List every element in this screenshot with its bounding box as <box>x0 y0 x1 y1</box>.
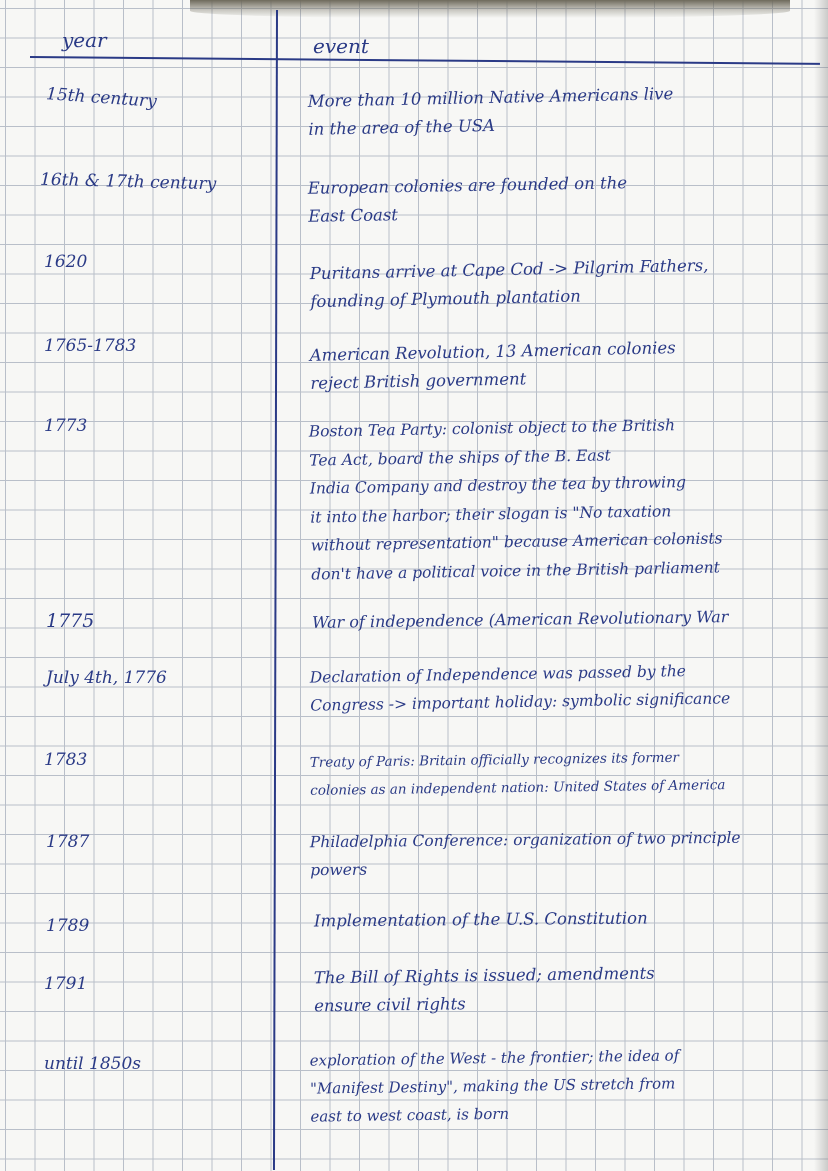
event-line: India Company and destroy the tea by throwing <box>309 473 687 498</box>
row-event <box>309 410 724 588</box>
row-year: 15th century <box>45 84 158 112</box>
event-line: American Revolution, 13 American colonies <box>309 338 676 365</box>
row-event <box>309 334 676 398</box>
event-line: it into the harbor; their slogan is "No taxation <box>310 501 672 527</box>
event-line: exploration of the West - the frontier; the idea of <box>309 1046 680 1070</box>
event-line: east to west coast, is born <box>310 1104 510 1126</box>
event-line: "Manifest Destiny", making the US stretch from <box>309 1074 676 1098</box>
event-line: in the area of the USA <box>308 115 496 139</box>
row-year: 1765-1783 <box>44 336 137 356</box>
row-event <box>310 824 741 885</box>
row-year: July 4th, 1776 <box>46 668 167 688</box>
row-event <box>309 1041 680 1130</box>
row-year: 1775 <box>46 610 95 632</box>
row-event <box>307 80 674 144</box>
event-line: Implementation of the U.S. Constitution <box>313 908 648 931</box>
event-line: powers <box>310 860 368 880</box>
event-line: The Bill of Rights is issued; amendments <box>313 963 655 988</box>
event-line: War of independence (American Revolutionary War <box>311 607 729 632</box>
event-line: ensure civil rights <box>314 994 466 1016</box>
event-line: Congress -> important holiday: symbolic significance <box>310 689 731 715</box>
row-event <box>310 656 731 719</box>
column-divider-line <box>273 10 278 1170</box>
event-line: don't have a political voice in the British parliament <box>311 557 721 584</box>
event-line: East Coast <box>308 205 399 226</box>
row-year: 1791 <box>44 974 88 994</box>
row-year: 16th & 17th century <box>39 169 217 195</box>
row-event <box>310 743 726 805</box>
event-line: Tea Act, board the ships of the B. East <box>309 445 611 470</box>
row-event <box>314 960 656 1021</box>
row-year: 1620 <box>44 252 88 272</box>
row-year: 1787 <box>46 832 90 852</box>
row-year: until 1850s <box>44 1054 141 1074</box>
year-column-header: year <box>62 28 107 52</box>
event-line: colonies as an independent nation: United States of America <box>310 777 726 799</box>
event-column-header: event <box>313 34 369 58</box>
row-event <box>312 603 729 637</box>
event-line: Declaration of Independence was passed by the <box>309 662 687 687</box>
row-event <box>309 252 709 316</box>
event-line: More than 10 million Native Americans live <box>307 84 674 111</box>
row-event <box>308 169 628 231</box>
row-year: 1789 <box>46 916 90 936</box>
row-event <box>314 905 648 936</box>
event-line: European colonies are founded on the <box>307 173 628 198</box>
row-year: 1773 <box>44 416 88 436</box>
header-underline <box>30 56 820 65</box>
event-line: founding of Plymouth plantation <box>310 286 581 312</box>
row-year: 1783 <box>44 750 88 770</box>
event-line: Treaty of Paris: Britain officially recognizes its former <box>309 749 680 771</box>
event-line: without representation" because American colonists <box>310 529 723 555</box>
event-line: Boston Tea Party: colonist object to the British <box>308 416 676 441</box>
event-line: reject British government <box>310 369 527 393</box>
page-edge-shade <box>814 0 828 1171</box>
event-line: Puritans arrive at Cape Cod -> Pilgrim Fathers, <box>309 255 709 284</box>
event-line: Philadelphia Conference: organization of two principle <box>309 828 741 852</box>
page-top-shadow <box>190 0 790 18</box>
